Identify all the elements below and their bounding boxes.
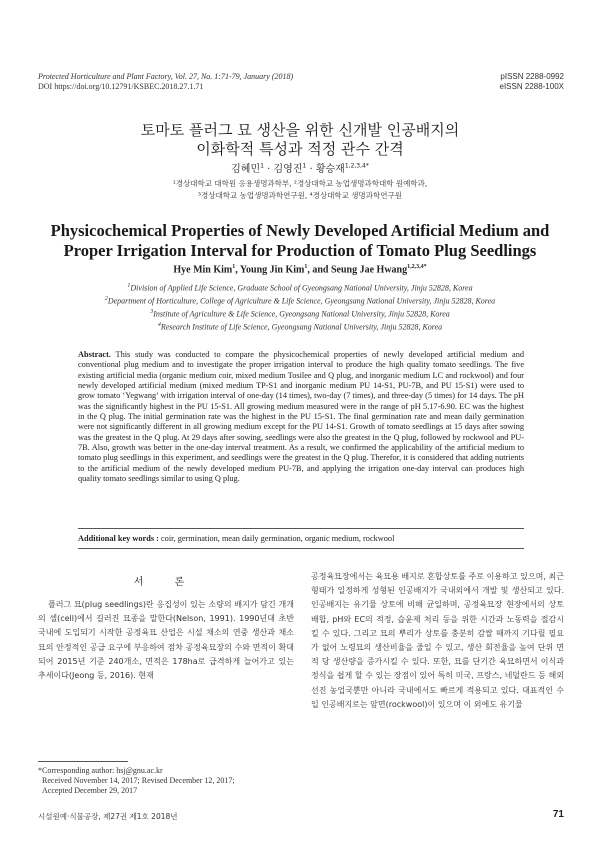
keywords-text: coir, germination, mean daily germination, organic medium, rockwool bbox=[161, 534, 395, 543]
korean-author-1-sup: 1 bbox=[260, 162, 264, 170]
english-author-2: Young Jin Kim bbox=[239, 264, 305, 276]
eissn: eISSN 2288-100X bbox=[499, 82, 564, 91]
english-author-3-sup: 1,2,3,4 bbox=[407, 264, 424, 270]
corresponding-author: *Corresponding author: hsj@gnu.ac.kr bbox=[38, 766, 163, 775]
author-separator: · bbox=[263, 164, 274, 175]
korean-title-line1: 토마토 플러그 묘 생산을 위한 신개발 인공배지의 bbox=[140, 121, 460, 139]
korean-author-1: 김혜민 bbox=[231, 164, 261, 175]
abstract-divider-top bbox=[78, 528, 524, 529]
correspondence-note bbox=[38, 766, 294, 796]
page-number: 71 bbox=[552, 809, 564, 820]
accepted-date: Accepted December 29, 2017 bbox=[42, 786, 138, 795]
korean-author-3-sup: 1,2,3,4 bbox=[344, 162, 366, 170]
doi-link[interactable]: DOI https://doi.org/10.12791/KSBEC.2018.27.1.71 bbox=[38, 82, 204, 91]
intro-left-column: 플러그 묘(plug seedlings)란 응집성이 있는 소량의 배지가 담긴 개개의 셀(cell)에서 길러진 묘종을 말한다(Nelson, 1991). 1990년대 초반 국내에 도입되기 시작한 공정육묘 산업은 시설 채소의 연중 생산과 채소 묘의 안정적인 공급 요구에 부응하여 점차 공정육묘장의 수와 면적이 확대되어 2015년 기준 240개소, 면적은 178ha로 급격하게 늘어가고 있는 추세이다(Jeong 등, 2016). 현재 bbox=[38, 600, 294, 681]
english-affiliations bbox=[30, 281, 570, 334]
footer-journal: 시설원예·식물공장, 제27권 제1호 2018년 bbox=[38, 812, 178, 821]
english-author-1-sup: 1 bbox=[232, 264, 236, 270]
issn-block bbox=[414, 72, 564, 92]
journal-citation: Protected Horticulture and Plant Factory, Vol. 27, No. 1:71-79, January (2018) bbox=[38, 72, 294, 81]
korean-author-3: 황승재 bbox=[315, 164, 345, 175]
corresponding-mark: * bbox=[423, 264, 427, 270]
english-title bbox=[40, 221, 560, 261]
korean-authors bbox=[0, 160, 600, 175]
english-author-1: Hye Min Kim bbox=[173, 264, 233, 276]
english-affiliation-3: $^3$Institute of Agriculture & Life Science, Gyeongsang National University, Jinju 52828, Korea bbox=[150, 309, 450, 319]
footnote-divider bbox=[38, 761, 128, 762]
abstract bbox=[78, 350, 524, 484]
journal-header bbox=[38, 72, 418, 92]
korean-affiliations bbox=[0, 178, 600, 202]
abstract-text: This study was conducted to compare the physicochemical properties of newly developed artificial medium and conventional plug medium and to investigate the proper irrigation interval to produce the high quality tomato seedlings. The five existing artificial media (organic medium coir, mixed medium Tosilee and Q plug, and inorganic medium LC and rockwool) and four newly developed artificial medium (mixed medium TP-S1 and inorganic medium PU 14-S1, PU-7B, and PU 15-S1) were used to grow tomato ‘Yegwang’ with irrigation interval of one-day (14 times), two-day (7 times), and three-day (5 times) for 14 days. The pH was the significantly highest in the PU 15-S1. All growing medium measured were in the range of pH 5.17-6.90. EC was the highest in the Q plug. The initial germination rate was the highest in the PU 15-S1. The final germination rate and mean daily germination were not significantly different in all growing medium except for the PU 14-S1. Growth of tomato seedlings at 15 days after sowing was the greatest in the Q plug. At 29 days after sowing, seedlings were also the greatest in the Q plug, followed by rockwool and PU-7B. Also, growth was better in the one-day interval treatment. As a result, we confirmed the applicability of the artificial medium to tomato plug seedlings in this experiment, and seedlings were the greatest in the Q plug. Therefor, it is considered that adding nutrients to the artificial medium of the newly developed medium PU-7B, and applying the irrigation one-day interval can produces high quality tomato seedlings similar to using Q plug. bbox=[78, 350, 524, 484]
korean-title-line2: 이화학적 특성과 적정 관수 간격 bbox=[196, 140, 404, 158]
received-dates: Received November 14, 2017; Revised December 12, 2017; bbox=[42, 776, 235, 785]
english-title-line1: Physicochemical Properties of Newly Developed Artificial Medium and bbox=[50, 221, 550, 240]
korean-title bbox=[0, 121, 600, 159]
english-authors: Hye Min Kim$^1$, Young Jin Kim$^1$, and Seung Jae Hwang$^{1,2,3,4*}$ bbox=[173, 264, 427, 276]
section-heading-intro: 서 론 bbox=[133, 577, 199, 588]
english-author-3: and Seung Jae Hwang bbox=[312, 264, 408, 276]
intro-right-column: 공정육묘장에서는 육묘용 배지로 혼합상토를 주로 이용하고 있으며, 최근 형태가 일정하게 성형된 인공배지가 국내외에서 개발 및 생산되고 있다. 인공배지는 유기물 상토에 비해 균일하며, 공정육묘장 현장에서의 상토 배합, pH와 EC의 적정, 습윤제 처리 등을 위한 시간과 노동력을 절감시킬 수 있다. 그리고 묘의 뿌리가 상토를 충분히 감쌀 때까지 기다릴 필요가 없어 노령묘의 생산비율을 줄일 수 있고, 생산 회전율을 높여 단위 면적 당 생산량을 증가시킬 수 있다. 또한, 묘를 단기간 육묘하면서 이식과 정식을 쉽게 할 수 있는 장점이 있어 특히 미국, 프랑스, 네덜란드 등 해외 선진 농업국뿐만 아니라 국내에서도 빠르게 적용되고 있다. 대표적인 수입 인공배지로는 암면(rockwool)이 있으며 이 외에도 유기물 bbox=[311, 572, 564, 709]
english-author-2-sup: 1 bbox=[304, 264, 308, 270]
korean-author-2: 김영진 bbox=[273, 164, 303, 175]
abstract-label: Abstract. bbox=[78, 350, 111, 359]
korean-affiliation-line1: ¹경상대학교 대학원 응용생명과학부, ²경상대학교 농업생명과학대학 원예학과, bbox=[172, 179, 428, 188]
keywords-label: Additional key words : bbox=[78, 534, 159, 543]
english-affiliation-4: $^4$Research Institute of Life Science, Gyeongsang National University, Jinju 52828, Korea bbox=[157, 322, 443, 333]
korean-author-2-sup: 1 bbox=[302, 162, 307, 170]
keywords bbox=[78, 534, 524, 544]
corresponding-mark: * bbox=[365, 162, 369, 170]
pissn: pISSN 2288-0992 bbox=[500, 72, 564, 81]
english-affiliation-1: $^1$Division of Applied Life Science, Graduate School of Gyeongsang National University, Jinju 52828, Korea bbox=[127, 283, 473, 293]
english-title-line2: Proper Irrigation Interval for Production of Tomato Plug Seedlings bbox=[63, 241, 537, 260]
korean-affiliation-line2: ³경상대학교 농업생명과학연구원, ⁴경상대학교 생명과학연구원 bbox=[198, 191, 402, 200]
abstract-divider-bottom bbox=[78, 548, 524, 549]
author-separator: · bbox=[306, 164, 316, 175]
english-affiliation-2: $^2$Department of Horticulture, College of Agriculture & Life Science, Gyeongsang National University, Jinju 52828, Korea bbox=[104, 296, 496, 306]
